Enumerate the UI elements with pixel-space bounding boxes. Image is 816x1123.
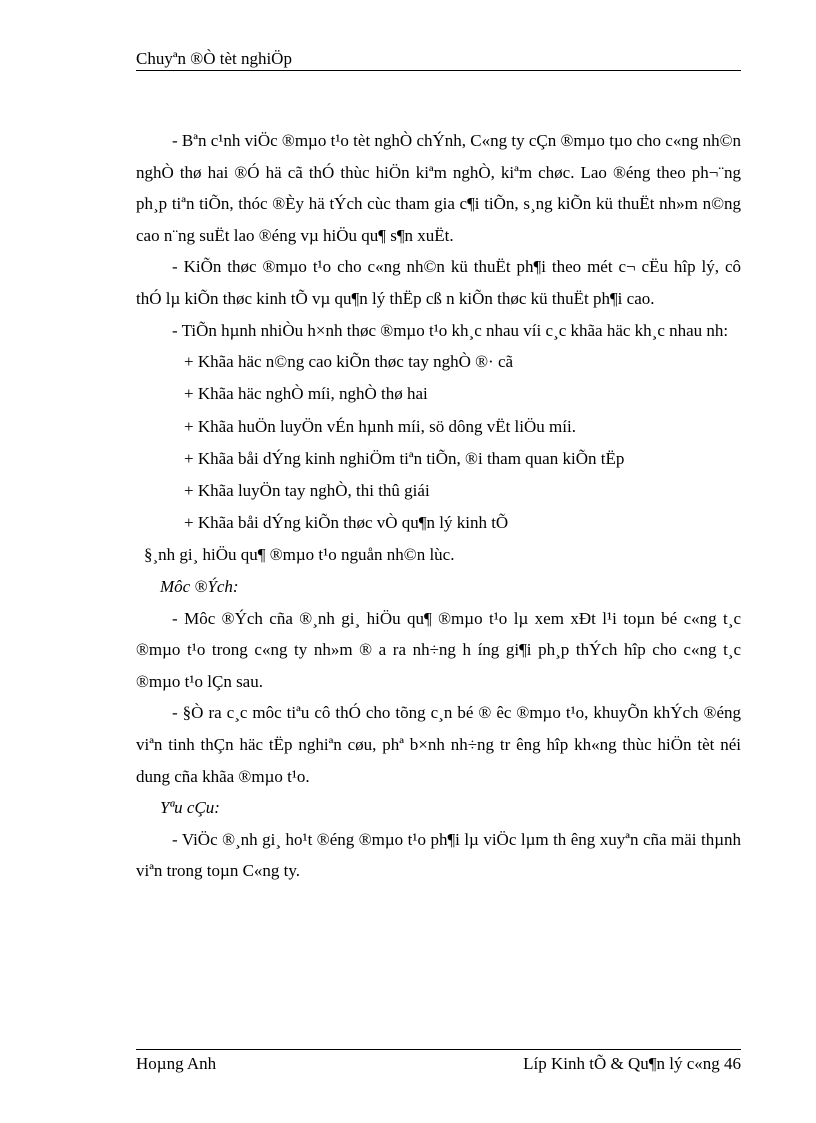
footer-author: Hoµng Anh xyxy=(136,1054,217,1073)
paragraph-requirement: - ViÖc ®¸nh gi¸ ho¹t ®éng ®mµo t¹o ph¶i lµ viÖc lµm th êng xuyªn cña mäi thµnh viªn trong toµn C«ng ty. xyxy=(136,829,741,881)
paragraph-training-other-trades: - Bªn c¹nh viÖc ®mµo t¹o tèt nghÒ chÝnh, C«ng ty cÇn ®mµo tµo cho c«ng nh©n nghÒ thø hai ®Ó hä cã thÓ thùc hiÖn kiªm nghÒ, kiªm chøc. Lao ®éng theo ph¬¨ng ph¸p tiªn tiÕn, thóc ®Èy hä tÝch cùc tham gia c¶i tiÕn, s¸ng kiÕn kü thuËt nh»m n©ng cao n¨ng suËt lao ®éng vµ hiÖu qu¶ s¶n xuËt. xyxy=(136,131,741,245)
header-title: Chuyªn ®Ò tèt nghiÖp xyxy=(136,49,292,68)
list-item: + Khãa häc n©ng cao kiÕn thøc tay nghÒ ®· cã xyxy=(184,352,514,372)
list-item: + Khãa häc nghÒ míi, nghÒ thø hai xyxy=(184,384,428,404)
list-item: + Khãa huÖn luyÖn vÉn hµnh míi, sö dông vËt liÖu míi. xyxy=(184,416,576,436)
section-heading: §¸nh gi¸ hiÖu qu¶ ®mµo t¹o nguån nh©n lùc. xyxy=(144,545,455,565)
document-body xyxy=(136,125,741,887)
list-item: + Khãa båi dÝng kinh nghiÖm tiªn tiÕn, ®i tham quan kiÕn tËp xyxy=(184,448,625,468)
page-footer xyxy=(136,1049,741,1076)
purpose-heading: Môc ®Ých: xyxy=(160,576,239,596)
paragraph-evaluation-purpose: - Môc ®Ých cña ®¸nh gi¸ hiÖu qu¶ ®mµo t¹o lµ xem xÐt l¹i toµn bé c«ng t¸c ®mµo t¹o trong c«ng ty nh»m ® a ra nh÷ng h íng gi¶i ph¸p thÝch hîp cho c«ng t¸c ®mµo t¹o lÇn sau. xyxy=(136,608,741,691)
requirement-heading: Yªu cÇu: xyxy=(160,798,220,818)
paragraph-training-forms: - TiÕn hµnh nhiÒu h×nh thøc ®mµo t¹o kh¸c nhau víi c¸c khãa häc kh¸c nhau nh: xyxy=(172,320,729,340)
list-item: + Khãa luyÖn tay nghÒ, thi thû giái xyxy=(184,480,430,500)
list-item: + Khãa båi dÝng kiÕn thøc vÒ qu¶n lý kinh tÕ xyxy=(184,513,509,533)
paragraph-knowledge-structure: - KiÕn thøc ®mµo t¹o cho c«ng nh©n kü thuËt ph¶i theo mét c¬ cËu hîp lý, cô thÓ lµ kiÕn thøc kinh tÕ vµ qu¶n lý thËp cß n kiÕn thøc kü thuËt ph¶i cao. xyxy=(136,257,741,308)
footer-class-page: Líp Kinh tÕ & Qu¶n lý c«ng 46 xyxy=(523,1054,741,1073)
page-header xyxy=(136,49,741,71)
paragraph-objectives: - §Ò ra c¸c môc tiªu cô thÓ cho tõng c¸n bé ® êc ®mµo t¹o, khuyÕn khÝch ®éng viªn tinh thÇn häc tËp nghiªn cøu, phª b×nh nh÷ng tr êng hîp kh«ng thùc hiÖn tèt néi dung cña khãa ®mµo t¹o. xyxy=(136,703,741,786)
